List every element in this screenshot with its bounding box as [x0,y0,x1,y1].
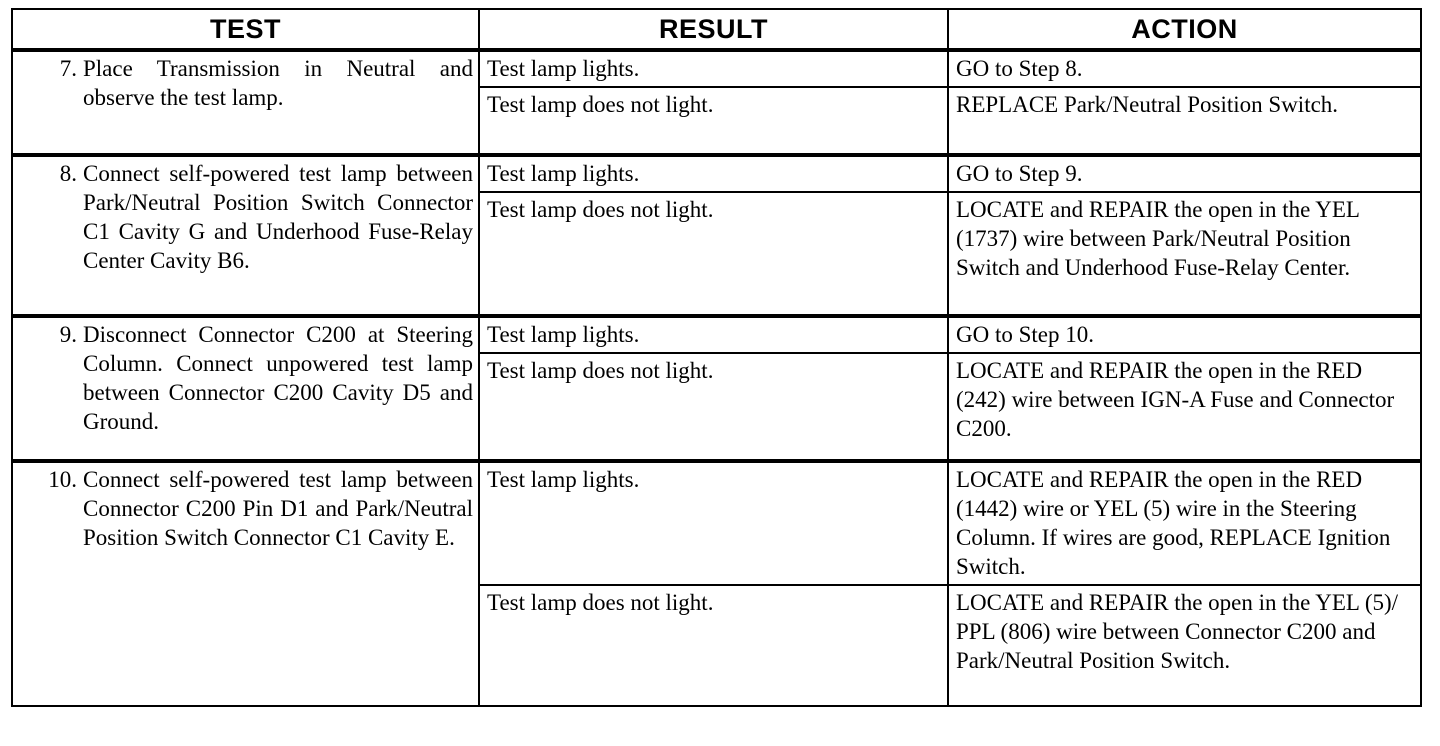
action-cell: LOCATE and REPAIR the open in the RED (242) wire between IGN-A Fuse and Connector C200. [948,353,1421,461]
table-row [12,461,1421,585]
header-action: ACTION [948,9,1421,50]
step-test-text: Connect self-powered test lamp between Connector C200 Pin D1 and Park/Neutral Position Switch Connector C1 Cavity E. [83,467,473,550]
step-test-text: Place Transmission in Neutral and observe the test lamp. [83,56,473,110]
step-number: 8. [59,161,77,186]
result-cell: Test lamp does not light. [479,353,948,461]
table-row [12,316,1421,353]
header-test: TEST [12,9,479,50]
table-row [12,50,1421,87]
action-cell: GO to Step 9. [948,155,1421,192]
step-number: 9. [59,322,77,347]
table-row [12,155,1421,192]
step-number: 7. [59,56,77,81]
action-cell: REPLACE Park/Neutral Position Switch. [948,87,1421,155]
diagnostic-table [11,8,1422,707]
action-cell: LOCATE and REPAIR the open in the RED (1442) wire or YEL (5) wire in the Steering Column. If wires are good, REPLACE Ignition Switch. [948,461,1421,585]
result-cell: Test lamp lights. [479,50,948,87]
result-cell: Test lamp does not light. [479,585,948,706]
header-row [12,9,1421,50]
action-cell: GO to Step 10. [948,316,1421,353]
result-cell: Test lamp lights. [479,316,948,353]
test-cell-step-8 [12,155,479,316]
result-cell: Test lamp does not light. [479,192,948,316]
test-cell-step-10 [12,461,479,706]
step-number: 10. [48,467,77,492]
action-cell: LOCATE and REPAIR the open in the YEL (5)/ PPL (806) wire between Connector C200 and Park/Neutral Position Switch. [948,585,1421,706]
result-cell: Test lamp lights. [479,461,948,585]
action-cell: LOCATE and REPAIR the open in the YEL (1737) wire between Park/Neutral Position Switch and Underhood Fuse-Relay Center. [948,192,1421,316]
result-cell: Test lamp does not light. [479,87,948,155]
action-cell: GO to Step 8. [948,50,1421,87]
step-test-text: Connect self-powered test lamp between Park/Neutral Position Switch Connector C1 Cavity G and Underhood Fuse-Relay Center Cavity B6. [83,161,473,273]
step-test-text: Disconnect Connector C200 at Steering Column. Connect unpowered test lamp between Connector C200 Cavity D5 and Ground. [83,322,473,434]
test-cell-step-7 [12,50,479,155]
test-cell-step-9 [12,316,479,461]
result-cell: Test lamp lights. [479,155,948,192]
header-result: RESULT [479,9,948,50]
